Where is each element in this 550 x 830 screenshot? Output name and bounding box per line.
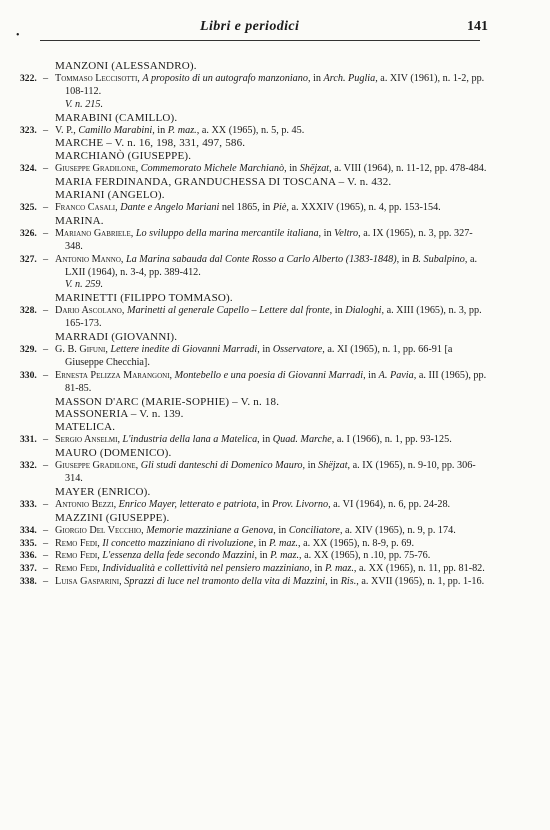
author-name: Sergio Anselmi — [55, 434, 118, 446]
entry-text — [55, 525, 490, 538]
italic-title: Piè — [272, 201, 287, 213]
entry-number: 332. — [20, 460, 37, 472]
subject-heading: MAURO (DOMENICO). — [55, 447, 172, 460]
italic-title: B. Subalpino — [412, 253, 465, 265]
entry-text — [55, 254, 490, 293]
bibliography-entry — [20, 563, 490, 576]
entry-text — [55, 125, 490, 138]
citation-text: , — [115, 201, 121, 213]
author-name: Remo Fedi — [55, 563, 98, 575]
italic-title: Lo sviluppo della marina mercantile italiana — [135, 227, 319, 239]
author-name: Luisa Gasparini — [55, 576, 120, 588]
citation-text: , — [119, 576, 125, 588]
citation-text: , in — [307, 72, 324, 84]
entry-dash: – — [43, 434, 49, 446]
citation-text: , a. VIII (1964), n. 11-12, pp. 478-484. — [329, 163, 487, 175]
citation-text: , — [97, 563, 103, 575]
italic-title: Osservatore — [272, 343, 323, 355]
entry-dash: – — [43, 537, 49, 549]
author-name: Giorgio Del Vecchio — [55, 524, 142, 536]
citation-text: , — [105, 343, 111, 355]
citation-text: , — [130, 227, 136, 239]
citation-text: , — [120, 253, 126, 265]
entry-text — [55, 538, 490, 551]
citation-text: , a. LXII (1964), n. 3-4, pp. 389-412. — [65, 253, 478, 278]
entry-dash: – — [43, 201, 49, 213]
italic-title: Shëjzat — [299, 163, 330, 175]
citation-text: , a. XIV (1965), n. 9, p. 174. — [339, 524, 456, 536]
entry-dash: – — [43, 253, 49, 265]
citation-text: , in — [152, 124, 168, 136]
bibliography-entry — [20, 460, 490, 486]
entry-text — [55, 73, 490, 112]
entry-number: 335. — [20, 537, 37, 549]
subject-heading: MARCHIANÒ (GIUSEPPE). — [55, 150, 192, 163]
subject-heading: MARCHE – V. n. 16, 198, 331, 497, 586. — [55, 137, 246, 150]
entry-text — [55, 202, 490, 215]
italic-title: P. maz. — [269, 537, 298, 549]
italic-title: P. maz. — [167, 124, 197, 136]
author-name: Tommaso Leccisotti — [55, 72, 138, 84]
entry-number: 337. — [20, 563, 37, 575]
bibliography-list — [20, 60, 490, 589]
subject-heading: MAYER (ENRICO). — [55, 485, 151, 498]
bibliography-entry — [20, 538, 490, 551]
entry-text — [55, 499, 490, 512]
entry-text — [55, 344, 490, 370]
citation-text: , in — [257, 343, 273, 355]
italic-title: P. maz. — [270, 550, 300, 562]
italic-title: La Marina sabauda dal Conte Rosso a Carlo Alberto (1383-1848) — [125, 253, 397, 265]
italic-title: V. n. 259. — [65, 279, 104, 291]
subject-heading: MARABINI (CAMILLO). — [55, 111, 178, 124]
citation-text: , in — [253, 537, 270, 549]
entry-dash: – — [43, 227, 49, 239]
entry-dash: – — [43, 343, 49, 355]
citation-text: , — [117, 434, 123, 446]
entry-text — [55, 434, 490, 447]
subject-heading: MASSONERIA – V. n. 139. — [55, 408, 184, 421]
italic-title: Quad. Marche — [272, 434, 332, 446]
page-number: 141 — [467, 19, 488, 34]
entry-dash: – — [43, 563, 49, 575]
citation-text: , — [135, 460, 141, 472]
entry-dash: – — [43, 163, 49, 175]
subject-heading: MARRADI (GIOVANNI). — [55, 331, 178, 344]
citation-text: , in — [309, 563, 325, 575]
subject-heading: MAZZINI (GIUSEPPE). — [55, 511, 170, 524]
subject-heading: MARIANI (ANGELO). — [55, 189, 165, 202]
entry-dash: – — [43, 305, 49, 317]
citation-text: , — [137, 72, 143, 84]
citation-text: , a. XVII (1965), n. 1, pp. 1-16. — [356, 576, 485, 588]
italic-title: Enrico Mayer, letterato e patriota — [118, 498, 257, 510]
citation-text: , a. XXXIV (1965), n. 4, pp. 153-154. — [286, 201, 441, 213]
citation-text: V. P., — [55, 124, 79, 136]
citation-text: , a. I (1966), n. 1, pp. 93-125. — [331, 434, 452, 446]
italic-title: A proposito di un autografo manzoniano — [142, 72, 308, 84]
italic-title: Gli studi danteschi di Domenico Mauro — [140, 460, 303, 472]
citation-text: , in — [325, 576, 341, 588]
citation-text: , — [97, 550, 103, 562]
entry-text — [55, 228, 490, 254]
bibliography-entry — [20, 434, 490, 447]
bibliography-entry — [20, 125, 490, 138]
entry-number: 326. — [20, 227, 37, 239]
margin-mark: • — [16, 30, 20, 41]
entry-text — [55, 305, 490, 331]
entry-number: 324. — [20, 163, 37, 175]
citation-text: G. B. — [55, 343, 80, 355]
subject-heading: MASSON D'ARC (MARIE-SOPHIE) – V. n. 18. — [55, 395, 280, 408]
citation-text: , in — [254, 550, 271, 562]
subject-heading: MARIA FERDINANDA, GRANDUCHESSA DI TOSCANA – V. n. 432. — [55, 176, 392, 189]
running-header — [40, 18, 488, 41]
citation-text: , a. XX (1965), n. 11, pp. 81-82. — [353, 563, 485, 575]
entry-dash: – — [43, 72, 49, 84]
citation-text: , in — [302, 460, 319, 472]
citation-text: , in — [273, 524, 289, 536]
bibliography-entry — [20, 344, 490, 370]
author-name: Antonio Manno — [55, 253, 121, 265]
author-name: Remo Fedi — [55, 550, 98, 562]
citation-text: , — [169, 369, 175, 381]
entry-number: 328. — [20, 305, 37, 317]
entry-number: 330. — [20, 369, 37, 381]
entry-number: 333. — [20, 498, 37, 510]
subject-heading: MARINETTI (FILIPPO TOMMASO). — [55, 292, 233, 305]
italic-title: L'industria della lana a Matelica — [122, 434, 258, 446]
citation-text: , in — [257, 434, 273, 446]
entry-text — [55, 163, 490, 176]
italic-title: Memorie mazziniane a Genova — [146, 524, 274, 536]
bibliography-entry — [20, 370, 490, 396]
entry-number: 323. — [20, 124, 37, 136]
author-name: Giuseppe Gradilone — [55, 460, 136, 472]
italic-title: L'essenza della fede secondo Mazzini — [102, 550, 255, 562]
citation-text: , in — [284, 163, 300, 175]
bibliography-entry — [20, 576, 490, 589]
subject-heading: MANZONI (ALESSANDRO). — [55, 60, 197, 72]
italic-title: Montebello e una poesia di Giovanni Marradi — [174, 369, 364, 381]
citation-text: , a. III (1965), pp. 81-85. — [65, 369, 487, 394]
subject-heading: MARINA. — [55, 214, 104, 227]
entry-dash: – — [43, 460, 49, 472]
citation-text: , — [121, 305, 127, 317]
entry-number: 325. — [20, 201, 37, 213]
citation-text: , in — [256, 498, 273, 510]
italic-title: A. Pavia — [378, 369, 414, 381]
citation-text: , in — [396, 253, 413, 265]
entry-dash: – — [43, 124, 49, 136]
citation-text: , a. XIV (1961), n. 1-2, pp. 108-112. — [65, 72, 485, 97]
italic-title: Shëjzat — [318, 460, 348, 472]
italic-title: Conciliatore — [288, 524, 340, 536]
citation-text: , in — [329, 305, 346, 317]
entry-number: 322. — [20, 72, 37, 84]
italic-title: Dante e Angelo Mariani — [120, 201, 220, 213]
author-name: Gifuni — [79, 343, 106, 355]
bibliography-entry — [20, 550, 490, 563]
citation-text: nel 1865, in — [219, 201, 273, 213]
bibliography-entry — [20, 499, 490, 512]
citation-text: , a. XX (1965), n. 8-9, p. 69. — [297, 537, 414, 549]
author-name: Giuseppe Gradilone — [55, 163, 136, 175]
citation-text: , a. IX (1965), n. 3, pp. 327-348. — [65, 227, 473, 252]
author-name: Antonio Bezzi — [55, 498, 114, 510]
running-title: Libri e periodici — [200, 19, 300, 34]
citation-text: , — [141, 524, 147, 536]
citation-text: , a. XI (1965), n. 1, pp. 66-91 [a Giuseppe Checchia]. — [65, 343, 453, 368]
italic-title: Arch. Puglia — [323, 72, 376, 84]
bibliography-entry — [20, 163, 490, 176]
entry-dash: – — [43, 498, 49, 510]
italic-title: Prov. Livorno — [272, 498, 329, 510]
entry-text — [55, 576, 490, 589]
citation-text: , a. IX (1965), n. 9-10, pp. 306-314. — [65, 460, 476, 484]
citation-text: , a. VI (1964), n. 6, pp. 24-28. — [328, 498, 451, 510]
italic-title: Ris. — [340, 576, 357, 588]
citation-text: , — [97, 537, 103, 549]
entry-text — [55, 563, 490, 576]
citation-text: , in — [318, 227, 335, 239]
italic-title: P. maz. — [324, 563, 354, 575]
entry-dash: – — [43, 369, 49, 381]
author-name: Remo Fedi — [55, 537, 98, 549]
entry-text — [55, 460, 490, 486]
entry-text — [55, 370, 490, 396]
entry-number: 334. — [20, 524, 37, 536]
italic-title: V. n. 215. — [65, 98, 104, 110]
bibliography-entry — [20, 305, 490, 331]
author-name: Dario Ascolano — [55, 305, 122, 317]
italic-title: Lettere inedite di Giovanni Marradi — [110, 343, 258, 355]
author-name: Ernesta Pelizza Marangoni — [55, 369, 170, 381]
italic-title: Commemorato Michele Marchianò — [140, 163, 285, 175]
entry-number: 329. — [20, 343, 37, 355]
author-name: Mariano Gabriele — [55, 227, 131, 239]
bibliography-entry — [20, 254, 490, 293]
citation-text: , in — [363, 369, 379, 381]
bibliography-entry — [20, 73, 490, 112]
author-name: Franco Casali — [55, 201, 116, 213]
citation-text: , — [113, 498, 119, 510]
entry-dash: – — [43, 524, 49, 536]
bibliography-entry — [20, 202, 490, 215]
bibliography-entry — [20, 228, 490, 254]
bibliography-entry — [20, 525, 490, 538]
italic-title: Veltro — [334, 227, 359, 239]
italic-title: Il concetto mazziniano di rivoluzione — [102, 537, 254, 549]
citation-text: , a. XIII (1965), n. 3, pp. 165-173. — [65, 305, 482, 330]
italic-title: Camillo Marabini — [78, 124, 153, 136]
italic-title: Individualità e collettività nel pensiero mazziniano — [102, 563, 310, 575]
entry-dash: – — [43, 576, 49, 588]
entry-number: 331. — [20, 434, 37, 446]
citation-text: , a. XX (1965), n. 5, p. 45. — [196, 124, 305, 136]
italic-title: Sprazzi di luce nel tramonto della vita di Mazzini — [124, 576, 326, 588]
entry-dash: – — [43, 550, 49, 562]
citation-text: , — [135, 163, 141, 175]
entry-number: 338. — [20, 576, 37, 588]
italic-title: Dialoghi — [345, 305, 382, 317]
citation-text: , a. XX (1965), n .10, pp. 75-76. — [299, 550, 431, 562]
italic-title: Marinetti al generale Capello – Lettere dal fronte — [126, 305, 330, 317]
entry-text — [55, 550, 490, 563]
subject-heading: MATELICA. — [55, 421, 116, 434]
entry-number: 336. — [20, 550, 37, 562]
entry-number: 327. — [20, 253, 37, 265]
